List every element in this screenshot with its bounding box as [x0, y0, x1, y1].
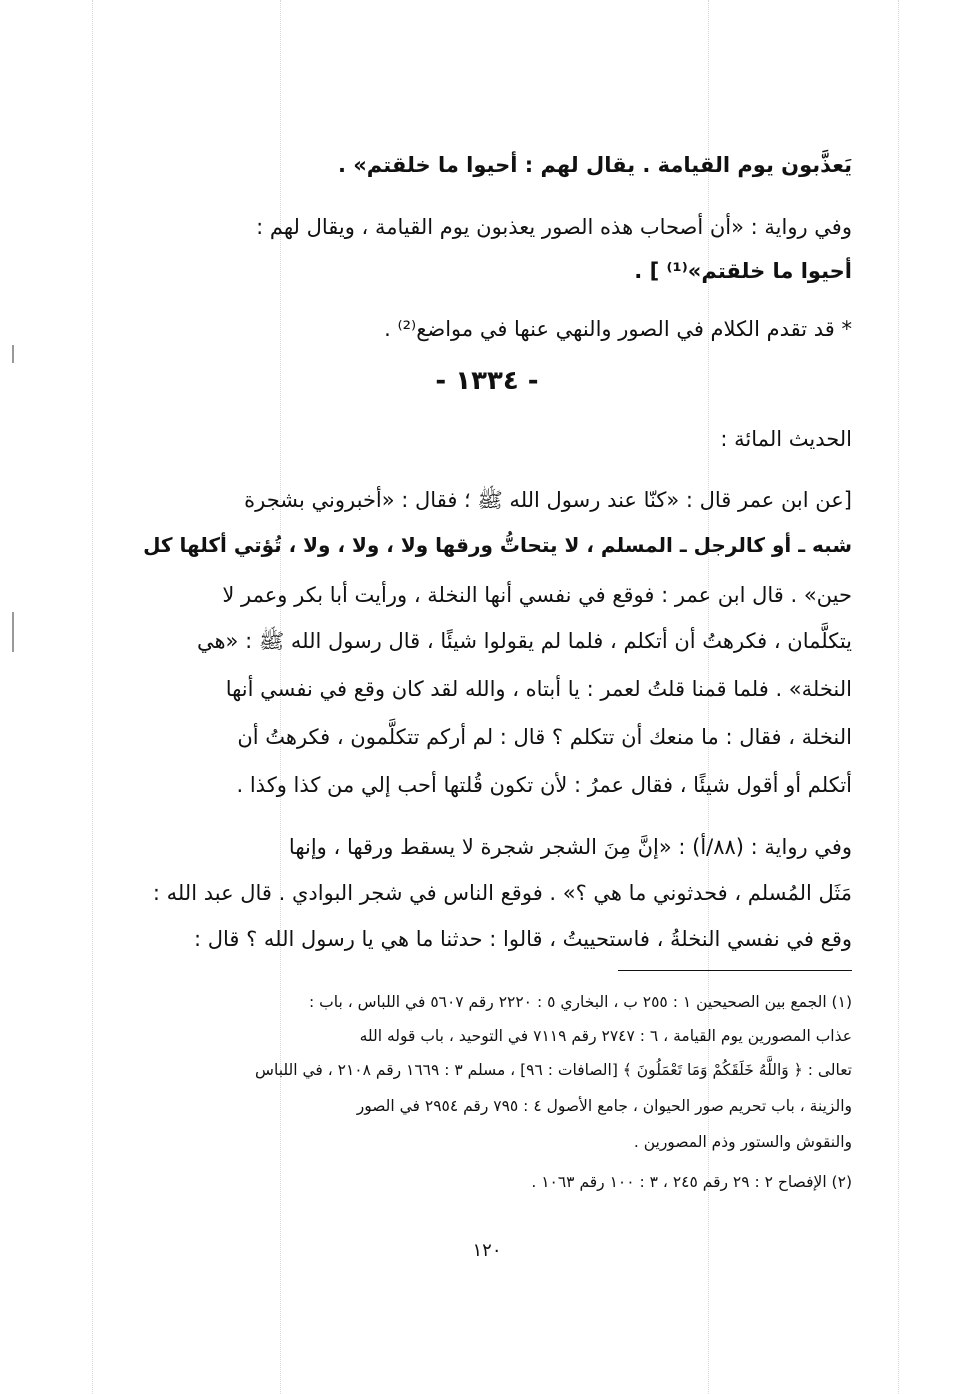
scan-guide-line — [898, 0, 899, 1394]
body-line-6: النخلة ، فقال : ما منعك أن تتكلم ؟ قال : لم أركم تتكلَّمون ، فكرهتُ أن — [237, 725, 852, 749]
body-line-1: [عن ابن عمر قال : «كنّا عند رسول الله ﷺ ؛ فقال : «أخبروني بشجرة — [244, 488, 852, 512]
footnote-line-2: عذاب المصورين يوم القيامة ، ٦ : ٢٧٤٧ رقم ٧١١٩ في التوحيد ، باب قوله الله — [359, 1027, 852, 1045]
body-line-2: شبه ـ أو كالرجل ـ المسلم ، لا يتحاتُّ ورقها ولا ، ولا ، ولا ، تُؤتي أكلها كل — [143, 533, 852, 557]
text-line-1: يَعذَّبون يوم القيامة . يقال لهم : أحيوا ما خلقتم» . — [337, 153, 852, 177]
text-line-3: أحيوا ما خلقتم»⁽¹⁾ ] . — [634, 259, 852, 283]
scan-edge-mark — [12, 345, 14, 363]
riwaya-line-2: مَثَل المُسلم ، فحدثوني ما هي ؟» . فوقع الناس في شجر البوادي . قال عبد الله : — [152, 881, 852, 905]
footnote-line-1: (١) الجمع بين الصحيحين ١ : ٢٥٥ ب ، البخاري ٥ : ٢٢٢٠ رقم ٥٦٠٧ في اللباس ، باب : — [309, 993, 852, 1011]
body-line-4: يتكلَّمان ، فكرهتُ أن أتكلم ، فلما لم يقولوا شيئًا ، قال رسول الله ﷺ : «هي — [196, 629, 852, 653]
text-line-2-content: وفي رواية : «أن أصحاب هذه الصور يعذبون يوم القيامة ، ويقال لهم : — [256, 215, 852, 239]
hadith-number: - ١٣٣٤ - — [435, 366, 539, 396]
riwaya-line-3: وقع في نفسي النخلةُ ، فاستحييتُ ، قالوا : حدثنا ما هي يا رسول الله ؟ قال : — [193, 927, 852, 951]
body-line-3: حين» . قال ابن عمر : فوقع في نفسي أنها النخلة ، ورأيت أبا بكر وعمر لا — [222, 583, 852, 607]
body-line-5: النخلة» . فلما قمنا قلتُ لعمر : يا أبتاه ، والله لقد كان وقع في نفسي أنها — [225, 677, 852, 701]
text-line-2 — [140, 212, 852, 242]
scan-guide-line — [92, 0, 93, 1394]
page-number: ١٢٠ — [472, 1240, 502, 1261]
text-line-4: * قد تقدم الكلام في الصور والنهي عنها في مواضع⁽²⁾ . — [384, 317, 852, 341]
footnote-line-4: والزينة ، باب تحريم صور الحيوان ، جامع الأصول ٤ : ٧٩٥ رقم ٢٩٥٤ في الصور — [356, 1097, 852, 1115]
body-line-7: أتكلم أو أقول شيئًا ، فقال عمرُ : لأن تكون قُلتها أحب إلي من كذا وكذا . — [236, 773, 852, 797]
footnote-line-5: والنقوش والستور وذم المصورين . — [633, 1133, 852, 1151]
footnote-line-6: (٢) الإفصاح ٢ : ٢٩ رقم ٢٤٥ ، ٣ : ١٠٠ رقم ١٠٦٣ . — [531, 1173, 852, 1191]
footnote-line-3: تعالى : ﴿ وَاللَّهُ خَلَقَكُمْ وَمَا تَعْمَلُونَ ﴾ [الصافات : ٩٦] ، مسلم ٣ : ١٦٦٩ رقم ٢١٠٨ ، في اللباس — [255, 1061, 852, 1079]
footnote-divider — [618, 970, 852, 971]
riwaya-line-1: وفي رواية : (٨٨/أ) : «إنَّ مِنَ الشجر شجرة لا يسقط ورقها ، وإنها — [288, 835, 852, 859]
scan-edge-mark — [12, 612, 14, 652]
section-label: الحديث المائة : — [720, 427, 852, 451]
